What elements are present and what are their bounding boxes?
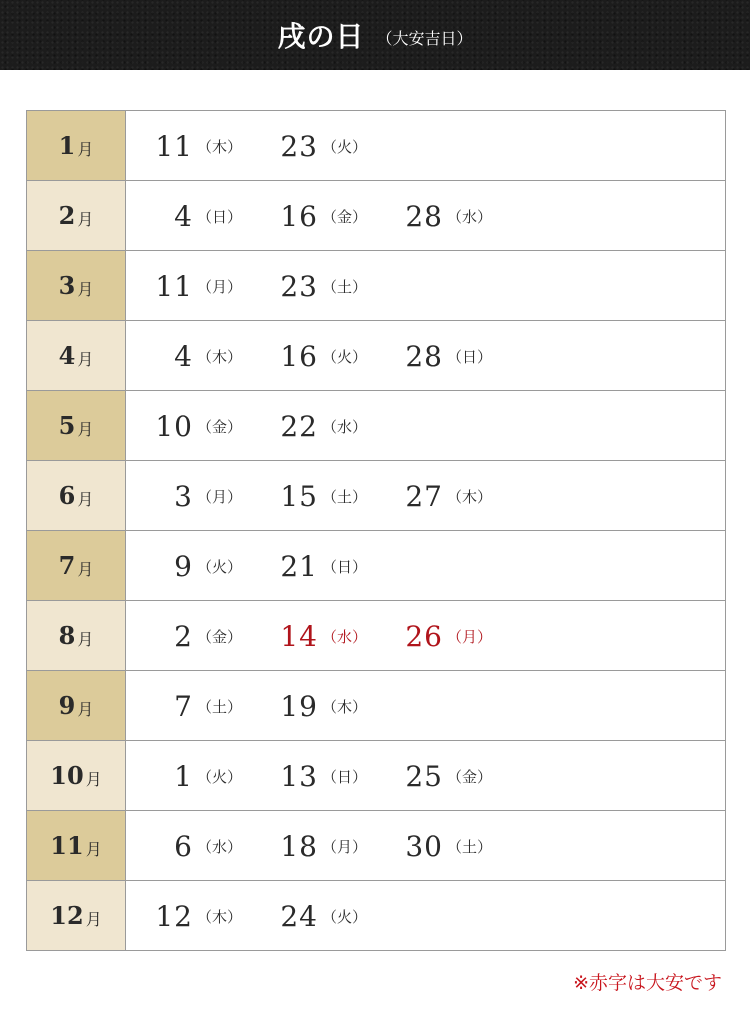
month-suffix: 月 [85,910,102,929]
month-cell [27,531,126,600]
day-entry [131,881,242,951]
day-number: 15 [280,479,318,513]
day-entry [381,461,492,531]
month-suffix: 月 [77,420,94,439]
days-cell [126,881,725,950]
weekday-label: （月） [447,627,493,646]
month-cell [27,321,126,390]
days-cell [126,391,725,460]
month-row [27,111,725,181]
day-number: 2 [174,619,193,653]
days-cell [126,671,725,740]
day-entry [256,741,367,811]
month-cell [27,601,126,670]
day-number: 13 [280,759,318,793]
day-entry [131,741,242,811]
day-entry [256,181,367,251]
days-cell [126,531,725,600]
day-number: 11 [155,129,193,163]
weekday-label: （金） [197,417,243,436]
days-cell [126,111,725,180]
day-number: 30 [405,829,443,863]
weekday-label: （日） [197,207,243,226]
days-cell [126,321,725,390]
weekday-label: （土） [447,837,493,856]
month-row [27,881,725,951]
day-entry [131,391,242,461]
month-row [27,811,725,881]
day-entry [256,111,367,181]
day-number: 6 [174,829,193,863]
month-cell [27,741,126,810]
month-cell [27,461,126,530]
weekday-label: （土） [197,697,243,716]
month-number: 11 [50,831,84,860]
day-number: 23 [280,129,318,163]
weekday-label: （水） [447,207,493,226]
month-number: 5 [58,411,76,440]
red-text-note: ※赤字は大安です [573,972,722,994]
weekday-label: （金） [322,207,368,226]
day-entry [131,811,242,881]
month-cell [27,391,126,460]
month-row [27,321,725,391]
day-entry [131,671,242,741]
day-number: 25 [405,759,443,793]
month-number: 1 [58,131,76,160]
weekday-label: （土） [322,277,368,296]
month-row [27,601,725,671]
weekday-label: （土） [322,487,368,506]
month-row [27,181,725,251]
weekday-label: （水） [322,627,368,646]
weekday-label: （木） [197,907,243,926]
day-number: 1 [174,759,193,793]
weekday-label: （金） [197,627,243,646]
day-number: 27 [405,479,443,513]
month-suffix: 月 [77,700,94,719]
day-number: 3 [174,479,193,513]
day-number: 18 [280,829,318,863]
month-number: 3 [58,271,76,300]
day-entry [381,321,492,391]
day-entry [131,531,242,601]
weekday-label: （日） [322,557,368,576]
month-number: 2 [58,201,76,230]
month-number: 10 [50,761,84,790]
month-cell [27,881,126,950]
month-number: 6 [58,481,76,510]
weekday-label: （火） [322,907,368,926]
month-suffix: 月 [77,280,94,299]
page-title: 戌の日 [277,20,365,53]
day-entry [381,811,492,881]
day-entry [256,881,367,951]
weekday-label: （月） [322,837,368,856]
month-row [27,741,725,811]
weekday-label: （火） [197,557,243,576]
day-entry [256,321,367,391]
month-number: 4 [58,341,76,370]
page-header [0,0,750,70]
day-number: 4 [174,339,193,373]
day-number: 23 [280,269,318,303]
month-suffix: 月 [77,350,94,369]
day-number: 21 [280,549,318,583]
month-suffix: 月 [85,840,102,859]
month-row [27,531,725,601]
day-number: 16 [280,199,318,233]
day-entry [256,251,367,321]
day-number: 26 [405,619,443,653]
weekday-label: （水） [197,837,243,856]
day-entry [131,321,242,391]
day-number: 16 [280,339,318,373]
day-entry [131,111,242,181]
month-row [27,251,725,321]
weekday-label: （日） [447,347,493,366]
days-cell [126,741,725,810]
days-cell [126,601,725,670]
day-number: 10 [155,409,193,443]
day-entry [381,741,492,811]
day-entry [131,461,242,531]
day-number: 14 [280,619,318,653]
weekday-label: （木） [197,347,243,366]
days-cell [126,181,725,250]
month-cell [27,111,126,180]
day-entry [256,391,367,461]
month-number: 12 [50,901,84,930]
weekday-label: （火） [322,347,368,366]
month-suffix: 月 [77,210,94,229]
weekday-label: （金） [447,767,493,786]
weekday-label: （水） [322,417,368,436]
day-number: 28 [405,199,443,233]
month-row [27,461,725,531]
day-number: 9 [174,549,193,583]
month-row [27,391,725,461]
weekday-label: （火） [322,137,368,156]
month-suffix: 月 [77,490,94,509]
weekday-label: （木） [447,487,493,506]
day-number: 7 [174,689,193,723]
month-suffix: 月 [77,560,94,579]
month-number: 9 [58,691,76,720]
day-number: 4 [174,199,193,233]
weekday-label: （月） [197,487,243,506]
taian-day-entry [256,601,367,671]
day-entry [131,601,242,671]
day-number: 22 [280,409,318,443]
weekday-label: （月） [197,277,243,296]
month-number: 7 [58,551,76,580]
month-suffix: 月 [77,140,94,159]
day-number: 12 [155,899,193,933]
weekday-label: （木） [322,697,368,716]
month-cell [27,671,126,740]
day-entry [256,531,367,601]
day-entry [381,181,492,251]
day-number: 24 [280,899,318,933]
days-cell [126,461,725,530]
days-cell [126,251,725,320]
day-entry [131,251,242,321]
month-cell [27,251,126,320]
month-suffix: 月 [77,630,94,649]
month-cell [27,811,126,880]
taian-day-entry [381,601,492,671]
month-row [27,671,725,741]
weekday-label: （木） [197,137,243,156]
weekday-label: （火） [197,767,243,786]
days-cell [126,811,725,880]
day-number: 28 [405,339,443,373]
inu-no-hi-calendar-table [26,110,726,951]
month-cell [27,181,126,250]
month-number: 8 [58,621,76,650]
day-entry [256,811,367,881]
month-suffix: 月 [85,770,102,789]
weekday-label: （日） [322,767,368,786]
page-subtitle: （大安吉日） [376,28,473,48]
day-entry [131,181,242,251]
day-number: 19 [280,689,318,723]
day-entry [256,671,367,741]
day-number: 11 [155,269,193,303]
day-entry [256,461,367,531]
